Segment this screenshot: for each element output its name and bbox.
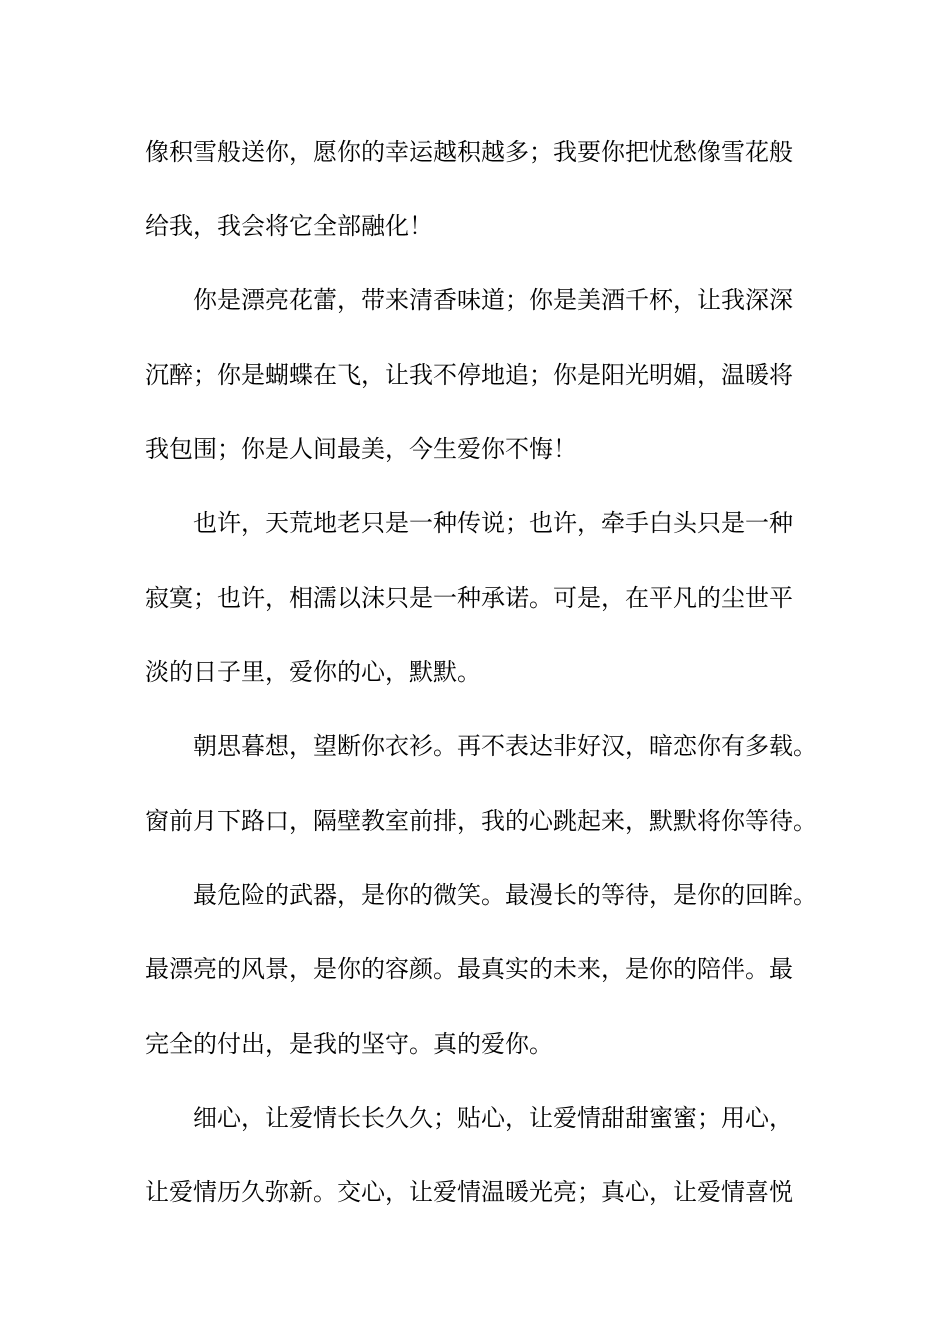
paragraph-first-line: 细心，让爱情长长久久；贴心，让爱情甜甜蜜蜜；用心， bbox=[193, 1104, 793, 1132]
text-line: 沉醉；你是蝴蝶在飞，让我不停地追；你是阳光明媚，温暖将 bbox=[145, 361, 793, 389]
text-line: 窗前月下路口，隔壁教室前排，我的心跳起来，默默将你等待。 bbox=[145, 807, 817, 835]
text-line: 让爱情历久弥新。交心，让爱情温暖光亮；真心，让爱情喜悦 bbox=[145, 1178, 793, 1206]
text-line: 寂寞；也许，相濡以沫只是一种承诺。可是，在平凡的尘世平 bbox=[145, 584, 793, 612]
text-line: 完全的付出，是我的坚守。真的爱你。 bbox=[145, 1030, 553, 1058]
text-line: 给我，我会将它全部融化！ bbox=[145, 212, 433, 240]
text-line: 最漂亮的风景，是你的容颜。最真实的未来，是你的陪伴。最 bbox=[145, 955, 793, 983]
text-line: 淡的日子里，爱你的心，默默。 bbox=[145, 658, 481, 686]
paragraph-first-line: 最危险的武器，是你的微笑。最漫长的等待，是你的回眸。 bbox=[193, 881, 817, 909]
text-line: 像积雪般送你，愿你的幸运越积越多；我要你把忧愁像雪花般 bbox=[145, 138, 793, 166]
paragraph-first-line: 也许，天荒地老只是一种传说；也许，牵手白头只是一种 bbox=[193, 509, 793, 537]
paragraph-first-line: 你是漂亮花蕾，带来清香味道；你是美酒千杯，让我深深 bbox=[193, 286, 793, 314]
paragraph-first-line: 朝思暮想，望断你衣衫。再不表达非好汉，暗恋你有多载。 bbox=[193, 732, 817, 760]
text-line: 我包围；你是人间最美，今生爱你不悔！ bbox=[145, 435, 577, 463]
